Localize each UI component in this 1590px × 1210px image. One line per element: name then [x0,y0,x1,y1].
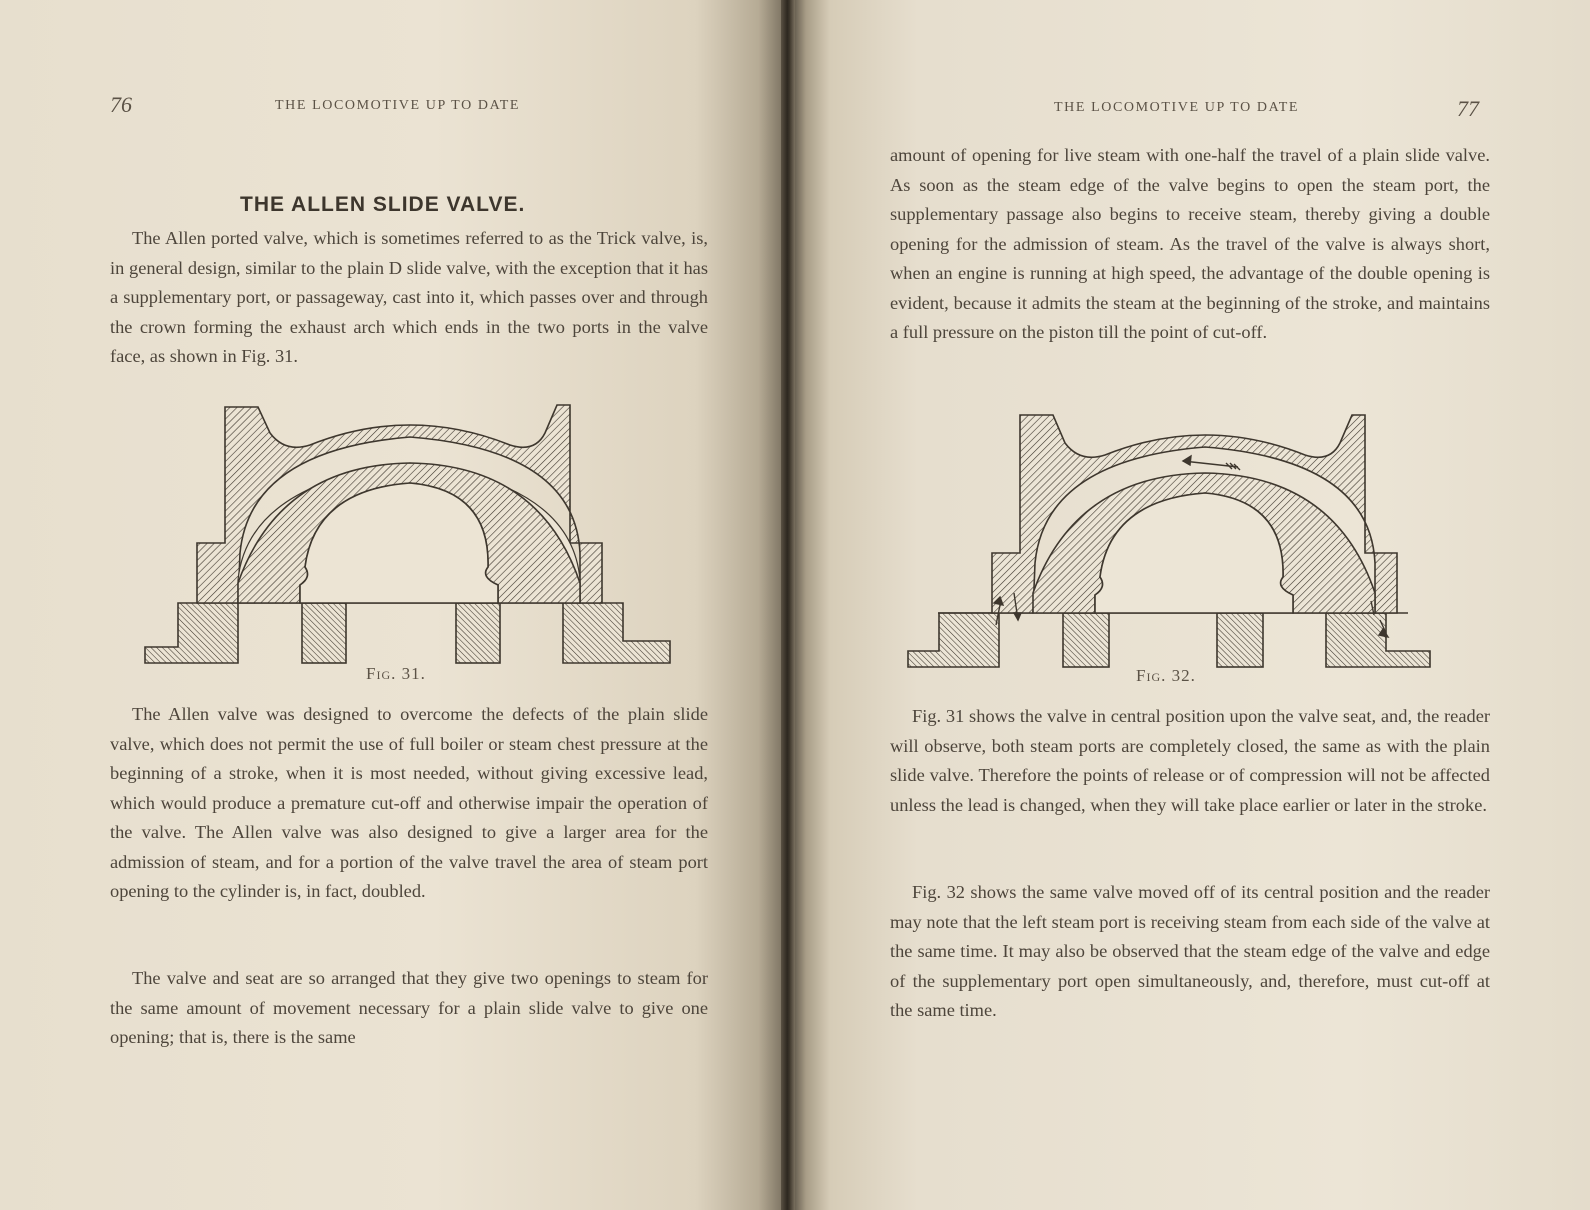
section-title: THE ALLEN SLIDE VALVE. [240,193,526,216]
right-page [790,0,1590,1210]
left-page-number: 76 [110,92,132,117]
left-paragraph-2: The Allen valve was designed to overcome the defects of the plain slide valve, which does not permit the use of full boiler or steam chest pressure at the beginning of a stroke, when it is most needed, without giving excessive lead, which would produce a premature cut-off and otherwise impair the operation of the valve. The Allen valve was also designed to give a larger area for the admission of steam, and for a portion of the valve travel the area of steam port opening to the cylinder is, in fact, doubled. [110,704,708,901]
left-running-head: THE LOCOMOTIVE UP TO DATE [275,98,521,113]
fig31-valve-diagram [140,405,680,673]
left-paragraph-1: The Allen ported valve, which is sometimes referred to as the Trick valve, is, in general design, similar to the plain D slide valve, with the exception that it has a supplementary port, or passageway, cast into it, which passes over and through the crown forming the exhaust arch which ends in the two ports in the valve face, as shown in Fig. 31. [110,228,708,366]
left-page [0,0,790,1210]
fig32-valve-diagram [908,415,1448,677]
right-paragraph-1: amount of opening for live steam with one-half the travel of a plain slide valve. As soon as the steam edge of the valve begins to open the steam port, the supplementary passage also begins to receive steam, thereby giving a double opening for the admission of steam. As the travel of the valve is always short, when an engine is running at high speed, the advantage of the double opening is evident, because it admits the steam at the beginning of the stroke, and maintains a full pressure on the piston till the point of cut-off. [890,145,1490,342]
fig32-caption: Fig. 32. [1136,666,1196,685]
right-paragraph-3: Fig. 32 shows the same valve moved off of its central position and the reader may note that the left steam port is receiving steam from each side of the valve at the same time. It may also be observed that the steam edge of the valve and edge of the supplementary port open simultaneously, and, therefore, must cut-off at the same time. [890,882,1490,1020]
right-page-number: 77 [1457,96,1479,121]
right-paragraph-2: Fig. 31 shows the valve in central position upon the valve seat, and, the reader will observe, both steam ports are completely closed, the same as with the plain slide valve. Therefore the points of release or of compression will not be affected unless the lead is changed, when they will take place earlier or later in the stroke. [890,706,1490,815]
fig31-caption: Fig. 31. [366,664,426,683]
right-running-head: THE LOCOMOTIVE UP TO DATE [1054,100,1300,115]
left-paragraph-3: The valve and seat are so arranged that they give two openings to steam for the same amount of movement necessary for a plain slide valve to give one opening; that is, there is the same [110,968,708,1047]
book-gutter [781,0,795,1210]
